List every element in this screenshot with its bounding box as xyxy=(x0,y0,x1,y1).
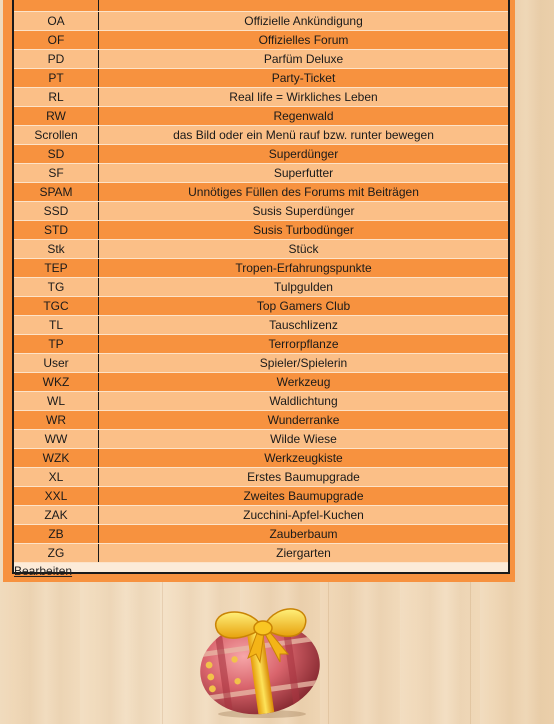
glossary-abbreviation: TL xyxy=(14,316,99,335)
glossary-meaning: das Bild oder ein Menü rauf bzw. runter bewegen xyxy=(99,126,509,145)
glossary-abbreviation: XL xyxy=(14,468,99,487)
glossary-abbreviation: SF xyxy=(14,164,99,183)
glossary-abbreviation: ZG xyxy=(14,544,99,563)
glossary-abbreviation: WR xyxy=(14,411,99,430)
glossary-row xyxy=(14,221,508,240)
glossary-meaning: Zucchini-Apfel-Kuchen xyxy=(99,506,509,525)
glossary-table-body xyxy=(14,0,508,563)
glossary-meaning: Erstes Baumupgrade xyxy=(99,468,509,487)
glossary-meaning: Tulpgulden xyxy=(99,278,509,297)
glossary-row xyxy=(14,354,508,373)
glossary-abbreviation: TGC xyxy=(14,297,99,316)
glossary-meaning: Offizielle Ankündigung xyxy=(99,12,509,31)
glossary-row xyxy=(14,392,508,411)
glossary-abbreviation: WKZ xyxy=(14,373,99,392)
glossary-abbreviation: WW xyxy=(14,430,99,449)
glossary-meaning: Offizielles Forum xyxy=(99,31,509,50)
glossary-row xyxy=(14,297,508,316)
glossary-meaning: Tropen-Erfahrungspunkte xyxy=(99,259,509,278)
glossary-meaning: Top Gamers Club xyxy=(99,297,509,316)
glossary-meaning: Susis Superdünger xyxy=(99,202,509,221)
glossary-row xyxy=(14,468,508,487)
glossary-abbreviation: WL xyxy=(14,392,99,411)
glossary-abbreviation: SPAM xyxy=(14,183,99,202)
glossary-abbreviation: OA xyxy=(14,12,99,31)
glossary-abbreviation: XXL xyxy=(14,487,99,506)
glossary-row xyxy=(14,430,508,449)
glossary-row xyxy=(14,202,508,221)
glossary-abbreviation: PT xyxy=(14,69,99,88)
glossary-container xyxy=(12,0,510,578)
glossary-meaning: Superfutter xyxy=(99,164,509,183)
glossary-row xyxy=(14,126,508,145)
glossary-row xyxy=(14,0,508,12)
glossary-meaning: Zauberbaum xyxy=(99,525,509,544)
glossary-abbreviation: RW xyxy=(14,107,99,126)
glossary-meaning: Stück xyxy=(99,240,509,259)
glossary-row xyxy=(14,183,508,202)
edit-link[interactable]: Bearbeiten xyxy=(14,564,73,578)
glossary-row xyxy=(14,107,508,126)
glossary-row xyxy=(14,487,508,506)
glossary-meaning: Susis Turbodünger xyxy=(99,221,509,240)
glossary-abbreviation: PD xyxy=(14,50,99,69)
glossary-table xyxy=(14,0,508,563)
glossary-abbreviation: TP xyxy=(14,335,99,354)
glossary-abbreviation: ZAK xyxy=(14,506,99,525)
glossary-meaning: Spieler/Spielerin xyxy=(99,354,509,373)
glossary-meaning xyxy=(99,0,509,12)
glossary-row xyxy=(14,506,508,525)
glossary-meaning: Regenwald xyxy=(99,107,509,126)
glossary-abbreviation: STD xyxy=(14,221,99,240)
glossary-abbreviation: Scrollen xyxy=(14,126,99,145)
content-panel xyxy=(3,0,515,582)
glossary-abbreviation xyxy=(14,0,99,12)
glossary-meaning: Wilde Wiese xyxy=(99,430,509,449)
glossary-meaning: Tauschlizenz xyxy=(99,316,509,335)
glossary-meaning: Wunderranke xyxy=(99,411,509,430)
glossary-meaning: Real life = Wirkliches Leben xyxy=(99,88,509,107)
glossary-row xyxy=(14,164,508,183)
glossary-meaning: Party-Ticket xyxy=(99,69,509,88)
glossary-row xyxy=(14,335,508,354)
glossary-row xyxy=(14,278,508,297)
glossary-row xyxy=(14,31,508,50)
glossary-abbreviation: OF xyxy=(14,31,99,50)
glossary-meaning: Unnötiges Füllen des Forums mit Beiträgen xyxy=(99,183,509,202)
glossary-row xyxy=(14,50,508,69)
glossary-row xyxy=(14,240,508,259)
glossary-abbreviation: TEP xyxy=(14,259,99,278)
glossary-meaning: Waldlichtung xyxy=(99,392,509,411)
glossary-meaning: Ziergarten xyxy=(99,544,509,563)
glossary-abbreviation: Stk xyxy=(14,240,99,259)
glossary-abbreviation: WZK xyxy=(14,449,99,468)
glossary-meaning: Werkzeugkiste xyxy=(99,449,509,468)
glossary-meaning: Terrorpflanze xyxy=(99,335,509,354)
glossary-row xyxy=(14,316,508,335)
glossary-abbreviation: RL xyxy=(14,88,99,107)
glossary-abbreviation: User xyxy=(14,354,99,373)
glossary-row xyxy=(14,88,508,107)
glossary-abbreviation: TG xyxy=(14,278,99,297)
glossary-row xyxy=(14,373,508,392)
glossary-meaning: Zweites Baumupgrade xyxy=(99,487,509,506)
glossary-row xyxy=(14,12,508,31)
glossary-row xyxy=(14,449,508,468)
glossary-meaning: Superdünger xyxy=(99,145,509,164)
glossary-row xyxy=(14,69,508,88)
easter-egg-gift-icon xyxy=(192,596,328,720)
glossary-row xyxy=(14,411,508,430)
glossary-meaning: Parfüm Deluxe xyxy=(99,50,509,69)
glossary-row xyxy=(14,525,508,544)
glossary-abbreviation: ZB xyxy=(14,525,99,544)
glossary-meaning: Werkzeug xyxy=(99,373,509,392)
glossary-row xyxy=(14,145,508,164)
glossary-abbreviation: SD xyxy=(14,145,99,164)
glossary-abbreviation: SSD xyxy=(14,202,99,221)
glossary-row xyxy=(14,544,508,563)
glossary-row xyxy=(14,259,508,278)
